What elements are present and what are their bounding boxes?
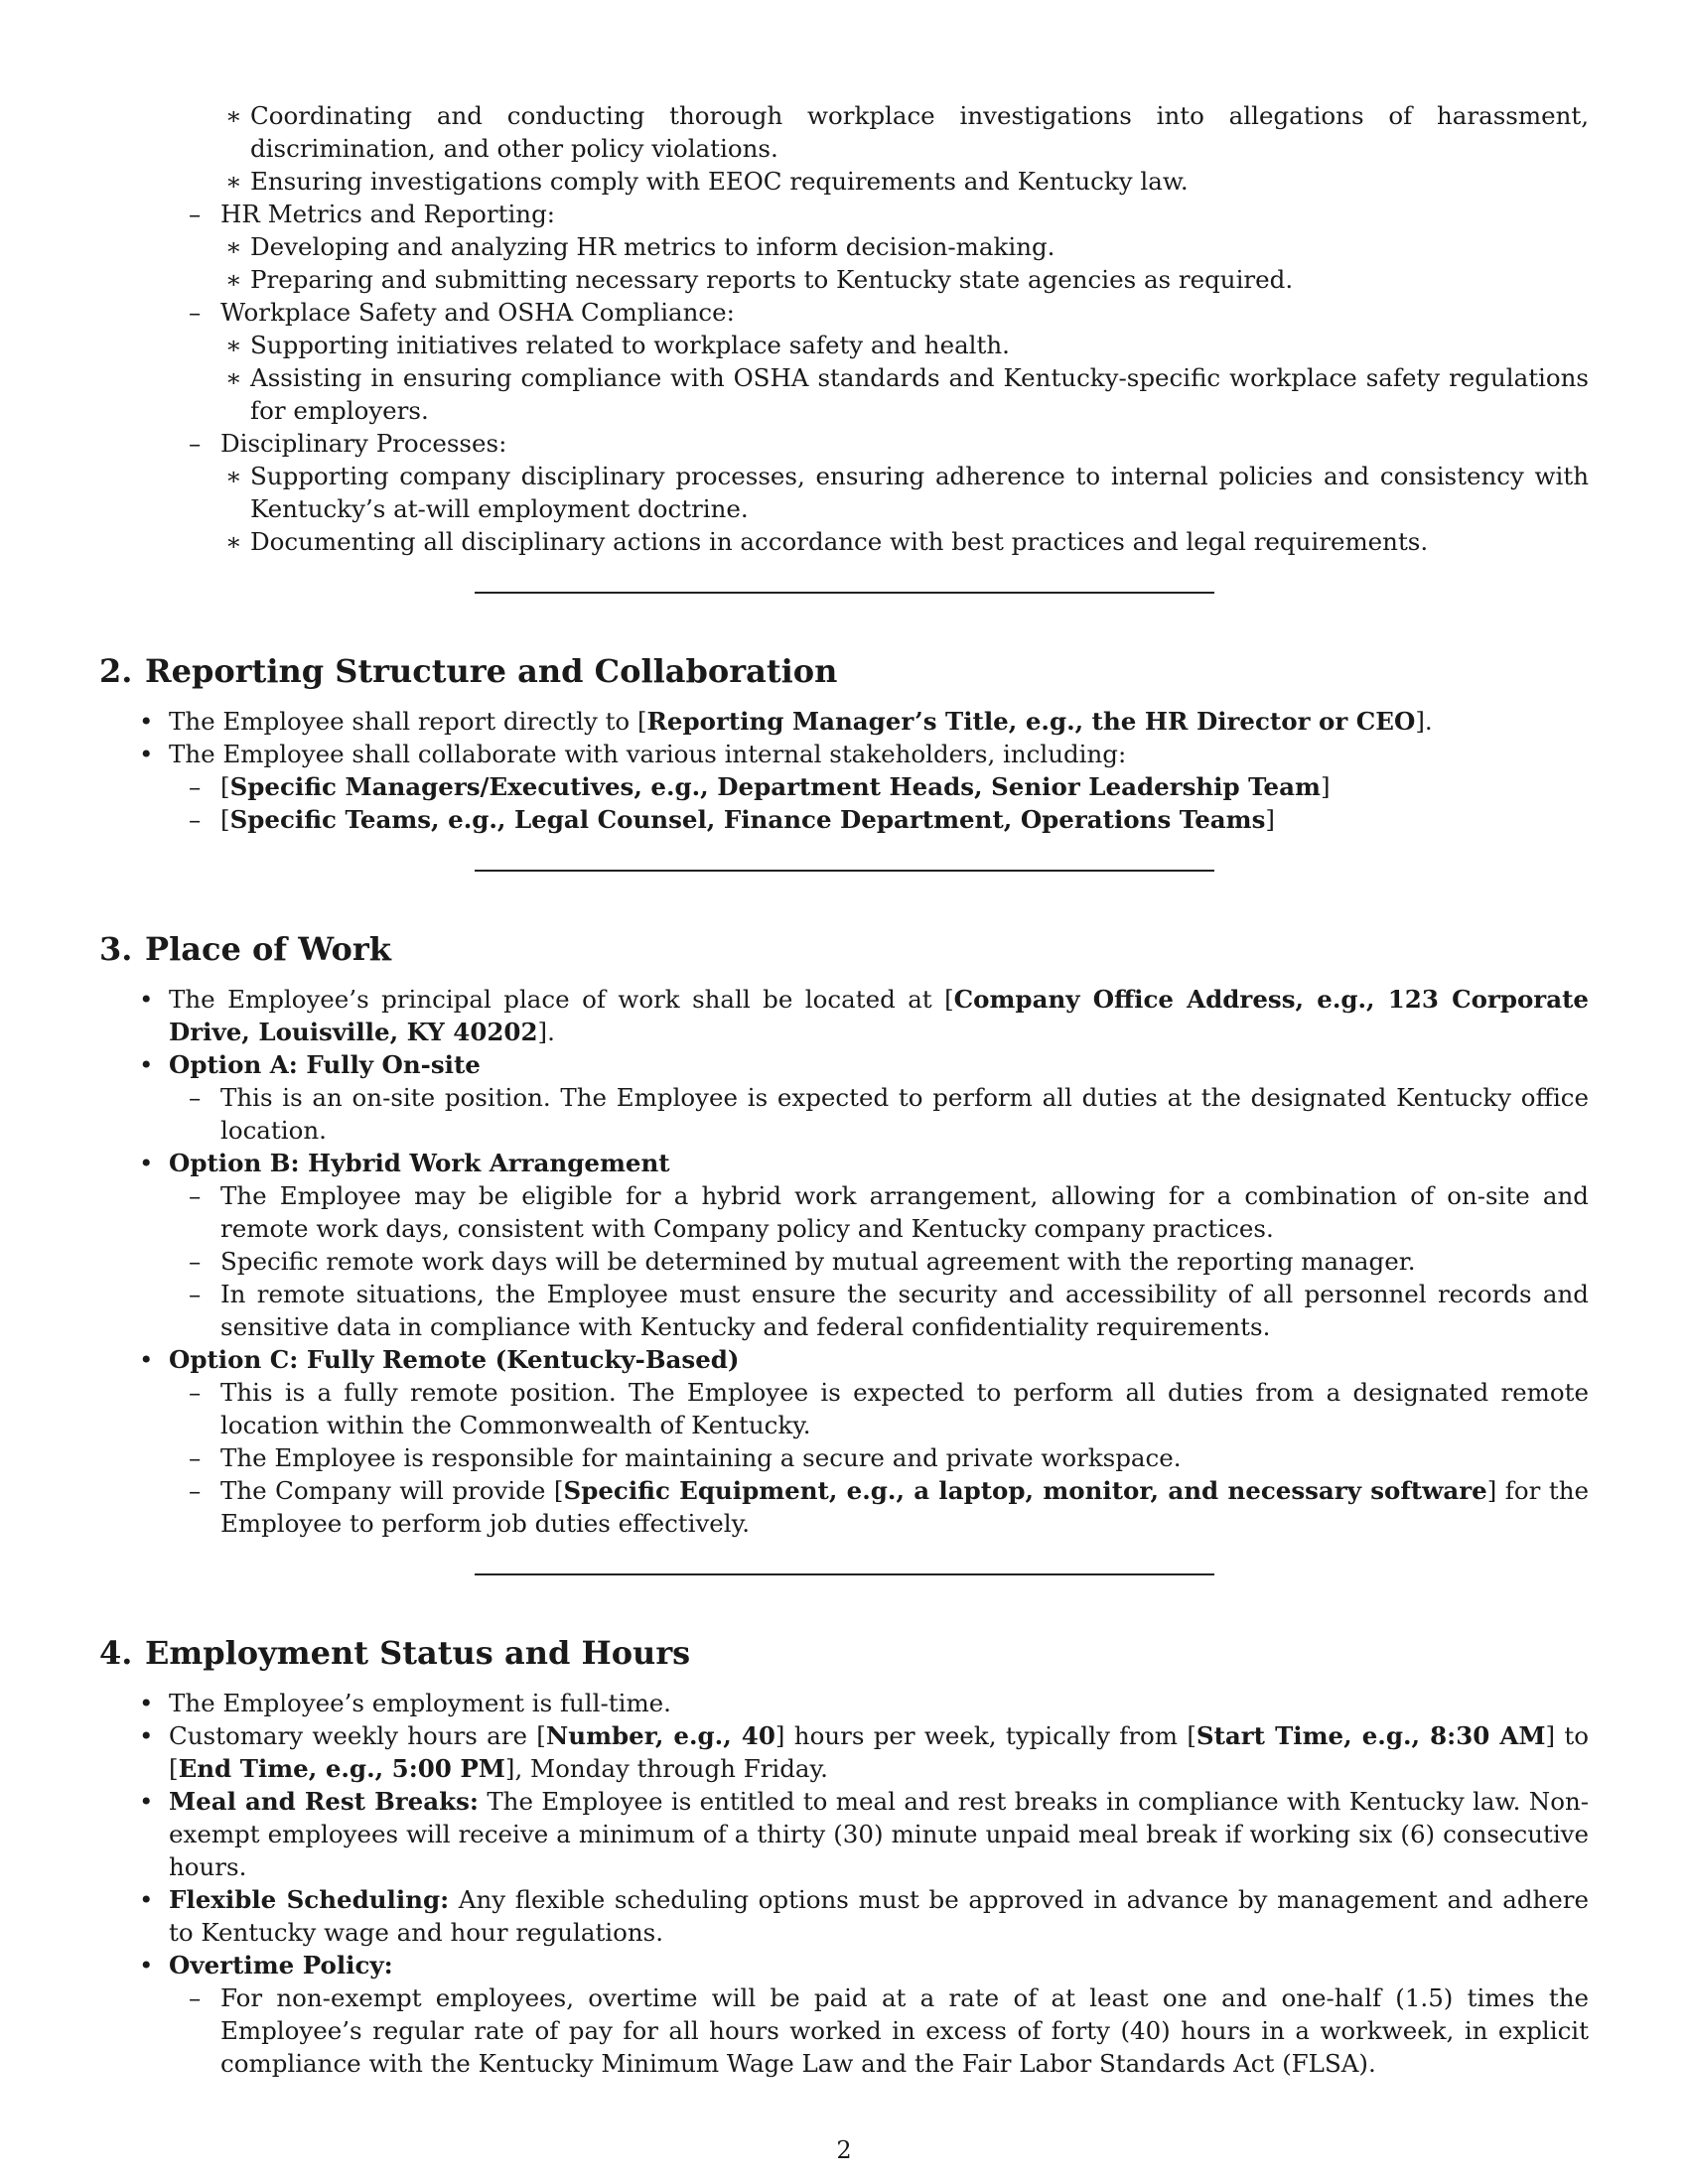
list-item: ∗ Ensuring investigations comply with EEOC requirements and Kentucky law. <box>220 165 1589 198</box>
list-item <box>99 1343 1589 1540</box>
list-item: ∗ Assisting in ensuring compliance with OSHA standards and Kentucky-specific workplace safety regulations for employers. <box>220 361 1589 427</box>
subheading: Workplace Safety and OSHA Compliance: <box>220 298 735 327</box>
list-item <box>169 99 1589 198</box>
list-item: • Flexible Scheduling: Any flexible scheduling options must be approved in advance by management and adhere to Kentucky wage and hour regulations. <box>99 1883 1589 1949</box>
list-item: – The Company will provide [Specific Equipment, e.g., a laptop, monitor, and necessary software] for the Employee to perform job duties effectively. <box>169 1474 1589 1540</box>
option-title: Option B: Hybrid Work Arrangement <box>169 1149 670 1177</box>
section4-list <box>99 1687 1589 2080</box>
list-item: • The Employee’s employment is full-time. <box>99 1687 1589 1719</box>
list-item: ∗ Documenting all disciplinary actions in accordance with best practices and legal requirements. <box>220 525 1589 558</box>
list-item: ∗ Developing and analyzing HR metrics to inform decision-making. <box>220 230 1589 263</box>
option-title: Option C: Fully Remote (Kentucky-Based) <box>169 1345 740 1374</box>
list-item: – The Employee may be eligible for a hybrid work arrangement, allowing for a combination of on-site and remote work days, consistent with Company policy and Kentucky company practices. <box>169 1179 1589 1245</box>
list-item: – The Employee is responsible for maintaining a secure and private workspace. <box>169 1441 1589 1474</box>
option-title: Option A: Fully On-site <box>169 1050 481 1079</box>
list-item: – In remote situations, the Employee must ensure the security and accessibility of all personnel records and sensitive data in compliance with Kentucky and federal confidentiality requirements. <box>169 1278 1589 1343</box>
list-item: ∗ Supporting initiatives related to workplace safety and health. <box>220 329 1589 361</box>
list-item: • Overtime Policy: – For non-exempt employees, overtime will be paid at a rate of at least one and one-half (1.5) times the Employee’s regular rate of pay for all hours worked in excess of forty (40) hours in a workweek, in explicit compliance with the Kentucky Minimum Wage Law and the Fair Labor Standards Act (FLSA). <box>99 1949 1589 2080</box>
list-item: – This is an on-site position. The Employee is expected to perform all duties at the designated Kentucky office location. <box>169 1081 1589 1147</box>
section-heading: 3. Place of Work <box>99 930 391 968</box>
list-item: ∗ Preparing and submitting necessary reports to Kentucky state agencies as required. <box>220 263 1589 296</box>
list-item: – Specific remote work days will be determined by mutual agreement with the reporting manager. <box>169 1245 1589 1278</box>
section2-list <box>99 705 1589 836</box>
section-divider <box>475 1573 1214 1575</box>
page-number: 2 <box>836 2136 852 2164</box>
list-item: ∗ Coordinating and conducting thorough workplace investigations into allegations of harassment, discrimination, and other policy violations. <box>220 99 1589 165</box>
section3-list <box>99 983 1589 1540</box>
list-item <box>99 1048 1589 1147</box>
section1-continued-list <box>169 99 1589 558</box>
page-content <box>99 99 1589 2080</box>
section-heading: 2. Reporting Structure and Collaboration <box>99 652 838 690</box>
list-item: ∗ Supporting company disciplinary processes, ensuring adherence to internal policies and consistency with Kentucky’s at-will employment doctrine. <box>220 460 1589 525</box>
list-item: – [Specific Teams, e.g., Legal Counsel, Finance Department, Operations Teams] <box>169 803 1589 836</box>
list-item: – [Specific Managers/Executives, e.g., Department Heads, Senior Leadership Team] <box>169 770 1589 803</box>
list-item <box>169 296 1589 427</box>
subheading: Disciplinary Processes: <box>220 429 507 458</box>
list-item: • The Employee shall report directly to [Reporting Manager’s Title, e.g., the HR Director or CEO]. <box>99 705 1589 738</box>
subheading: HR Metrics and Reporting: <box>220 200 556 228</box>
list-item: – This is a fully remote position. The Employee is expected to perform all duties from a designated remote location within the Commonwealth of Kentucky. <box>169 1376 1589 1441</box>
list-item <box>99 1147 1589 1343</box>
list-item: – For non-exempt employees, overtime will be paid at a rate of at least one and one-half (1.5) times the Employee’s regular rate of pay for all hours worked in excess of forty (40) hours in a workweek, in explicit compliance with the Kentucky Minimum Wage Law and the Fair Labor Standards Act (FLSA). <box>169 1981 1589 2080</box>
list-item: • The Employee shall collaborate with various internal stakeholders, including: – [Specific Managers/Executives, e.g., Department Heads, Senior Leadership Team] – [Specific Teams, e.g., Legal Counsel, Finance Department, Operations Teams] <box>99 738 1589 836</box>
section-divider <box>475 592 1214 594</box>
section-heading: 4. Employment Status and Hours <box>99 1634 691 1672</box>
list-item: • The Employee’s principal place of work shall be located at [Company Office Address, e.g., 123 Corporate Drive, Louisville, KY 40202]. <box>99 983 1589 1048</box>
list-item <box>169 427 1589 558</box>
section-divider <box>475 870 1214 872</box>
list-item: • Customary weekly hours are [Number, e.g., 40] hours per week, typically from [Start Time, e.g., 8:30 AM] to [End Time, e.g., 5:00 PM], Monday through Friday. <box>99 1719 1589 1785</box>
list-item: • Meal and Rest Breaks: The Employee is entitled to meal and rest breaks in compliance with Kentucky law. Non-exempt employees will receive a minimum of a thirty (30) minute unpaid meal break if working six (6) consecutive hours. <box>99 1785 1589 1883</box>
list-item <box>169 198 1589 296</box>
